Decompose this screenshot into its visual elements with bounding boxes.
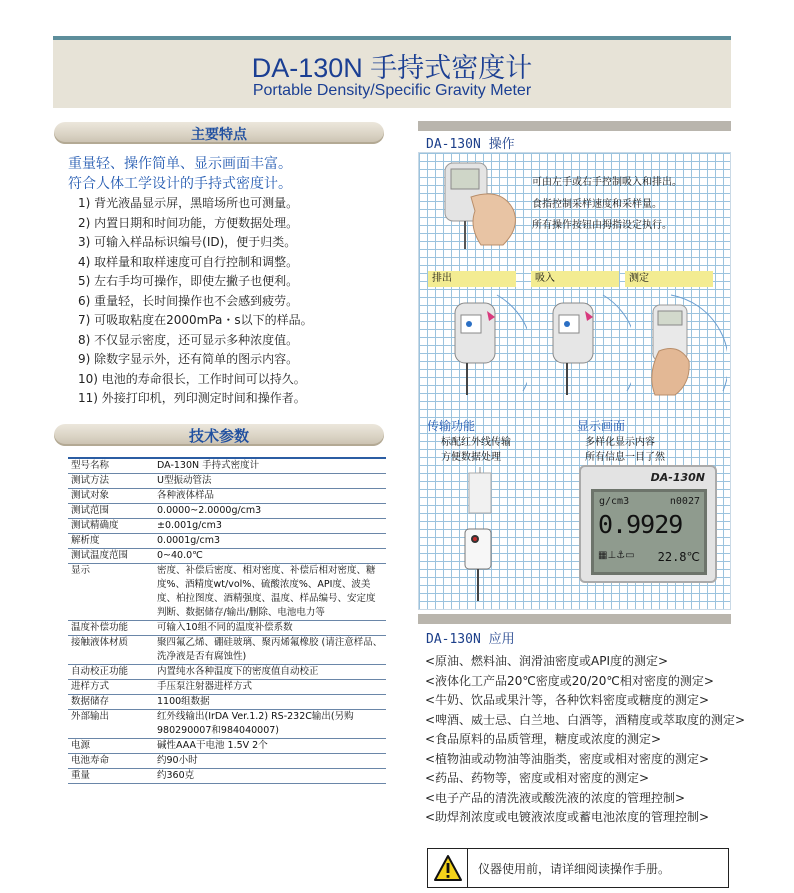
transfer-line: 标配红外线传输 [441,437,511,448]
transfer-title: 传输功能 [427,419,476,433]
table-row [68,695,386,710]
spec-key: 自动校正功能 [68,665,154,680]
app-item: <食品原料的品质管理，糖度或浓度的测定> [425,732,662,746]
intro-line-1: 重量轻、操作简单、显示画面丰富。 [68,156,292,172]
feature-item: 10) 电池的寿命很长，工作时间可以持久。 [78,371,306,386]
table-row [68,564,386,621]
display-line: 所有信息一目了然 [585,452,665,463]
lcd-screen [591,489,707,575]
spec-value: 约360克 [154,769,386,784]
table-row [68,665,386,680]
apps-heading: DA-130N 应用 [426,632,515,647]
features-heading: 主要特点 [191,127,247,143]
spec-heading: 技术参数 [188,427,249,445]
spec-key: 电池寿命 [68,754,154,769]
table-row [68,754,386,769]
warning-icon [428,849,468,887]
table-row [68,680,386,695]
spec-key: 电源 [68,739,154,754]
feature-item: 9) 除数字显示外，还有简单的图示内容。 [78,352,299,366]
warning-text: 仪器使用前，请详细阅读操作手册。 [478,861,671,876]
lcd-temperature: 22.8℃ [657,550,700,564]
display-line: 多样化显示内容 [585,437,655,448]
step-label-intake: 吸入 [531,271,619,287]
spec-value: ±0.001g/cm3 [154,519,386,534]
feature-list [78,194,398,409]
ops-illustration-panel [418,152,731,610]
spec-key: 解析度 [68,534,154,549]
table-row [68,710,386,739]
feature-item: 6) 重量轻，长时间操作也不会感到疲劳。 [78,293,299,308]
spec-key: 测试温度范围 [68,549,154,564]
spec-value: DA-130N 手持式密度计 [154,458,386,474]
hand-device-illustration [441,157,531,249]
spec-value: 密度、补偿后密度、相对密度、补偿后相对密度、糖度%、酒精度wt/vol%、硫酸浓度%、API度、波美度、柏拉图度、酒精强度、温度、样品编号、安定度判断、数据储存/输出/删除、电池电力等 [154,564,386,621]
spec-value: 约90小时 [154,754,386,769]
spec-value: 1100组数据 [154,695,386,710]
app-item: <牛奶、饮品或果汁等，各种饮料密度或糖度的测定> [425,693,710,707]
spec-key: 测试对象 [68,489,154,504]
spec-value: 碱性AAA干电池 1.5V 2个 [154,739,386,754]
app-item: <助焊剂浓度或电镀液浓度或蓄电池浓度的管理控制> [425,810,710,824]
title-banner [53,36,731,108]
apps-list [425,652,785,828]
table-row [68,474,386,489]
app-item: <电子产品的清洗液或酸洗液的浓度的管理控制> [425,790,686,805]
spec-value: 红外线输出(IrDA Ver.1.2) RS-232C输出(另购980290007和984040007) [154,710,386,739]
step-measure-illustration [631,291,727,397]
intro-line-2: 符合人体工学设计的手持式密度计。 [68,176,292,192]
ir-transfer-illustration [453,467,513,603]
app-item: <植物油或动物油等油脂类，密度或相对密度的测定> [425,751,710,766]
spec-key: 重量 [68,769,154,784]
page-title: DA-130N 手持式密度计 [251,53,533,83]
ops-note: 所有操作按钮由拇指设定执行。 [532,220,672,231]
display-title: 显示画面 [577,419,626,433]
spec-key: 测试范围 [68,504,154,519]
table-row [68,534,386,549]
spec-key: 进样方式 [68,680,154,695]
step-intake-illustration [531,291,631,397]
lcd-sample-id: n0027 [669,496,700,507]
feature-item: 2) 内置日期和时间功能，方便数据处理。 [78,215,299,230]
spec-value: 各种液体样品 [154,489,386,504]
table-row [68,489,386,504]
spec-heading-bar [54,424,384,446]
spec-key: 测试精确度 [68,519,154,534]
table-row [68,458,386,474]
step-label-measure: 测定 [625,271,713,287]
app-item: <原油、燃料油、润滑油密度或API度的测定> [425,654,669,668]
lcd-density-value: 0.9929 [598,510,683,539]
table-row [68,769,386,784]
feature-item: 1) 背光液晶显示屏，黑暗场所也可测量。 [78,196,299,210]
ops-note: 可由左手或右手控制吸入和排出。 [532,177,682,188]
spec-value: 内置纯水各种温度下的密度值自动校正 [154,665,386,680]
table-row [68,636,386,665]
spec-key: 显示 [68,564,154,621]
lcd-device [579,465,717,583]
spec-key: 外部输出 [68,710,154,739]
spec-key: 接触液体材质 [68,636,154,665]
app-item: <液体化工产品20℃密度或20/20℃相对密度的测定> [425,673,714,688]
table-row [68,504,386,519]
app-item: <啤酒、威士忌、白兰地、白酒等，酒精度或萃取度的测定> [425,712,746,727]
spec-value: 0.0001g/cm3 [154,534,386,549]
lcd-unit: g/cm3 [599,496,630,507]
spec-value: 手压泵注射器进样方式 [154,680,386,695]
apps-top-bar [418,614,731,624]
feature-item: 11) 外接打印机，列印测定时间和操作者。 [78,391,306,405]
table-row [68,739,386,754]
spec-table [68,457,386,784]
spec-value: 0~40.0℃ [154,549,386,564]
feature-item: 7) 可吸取粘度在2000mPa・s以下的样品。 [78,313,313,327]
spec-value: 0.0000~2.0000g/cm3 [154,504,386,519]
step-discharge-illustration [427,291,527,397]
lcd-status-icons: ▦⊥⚓▭ [598,550,635,561]
table-row [68,621,386,636]
spec-value: 聚四氟乙烯、硼硅玻璃、聚丙烯氟橡胶 (请注意样品、洗净液是否有腐蚀性) [154,636,386,665]
spec-key: 型号名称 [68,458,154,474]
ops-top-bar [418,121,731,131]
lcd-model: DA-130N [650,471,705,484]
ops-heading: DA-130N 操作 [426,137,515,152]
page-subtitle: Portable Density/Specific Gravity Meter [252,82,532,99]
app-item: <药品、药物等，密度或相对密度的测定> [425,771,650,785]
ops-note: 食指控制采样速度和采样量。 [532,199,662,210]
table-row [68,549,386,564]
spec-value: 可输入10组不同的温度补偿系数 [154,621,386,636]
feature-item: 8) 不仅显示密度，还可显示多种浓度值。 [78,332,299,347]
step-label-discharge: 排出 [428,271,516,287]
transfer-line: 方便数据处理 [441,452,501,463]
feature-item: 4) 取样量和取样速度可自行控制和调整。 [78,254,299,269]
spec-key: 测试方法 [68,474,154,489]
feature-item: 3) 可输入样品标识编号(ID)，便于归类。 [78,235,297,249]
table-row [68,519,386,534]
feature-item: 5) 左右手均可操作，即使左撇子也便利。 [78,274,299,288]
spec-key: 数据储存 [68,695,154,710]
spec-key: 温度补偿功能 [68,621,154,636]
spec-value: U型振动管法 [154,474,386,489]
warning-box [427,848,729,888]
features-heading-bar [54,122,384,144]
